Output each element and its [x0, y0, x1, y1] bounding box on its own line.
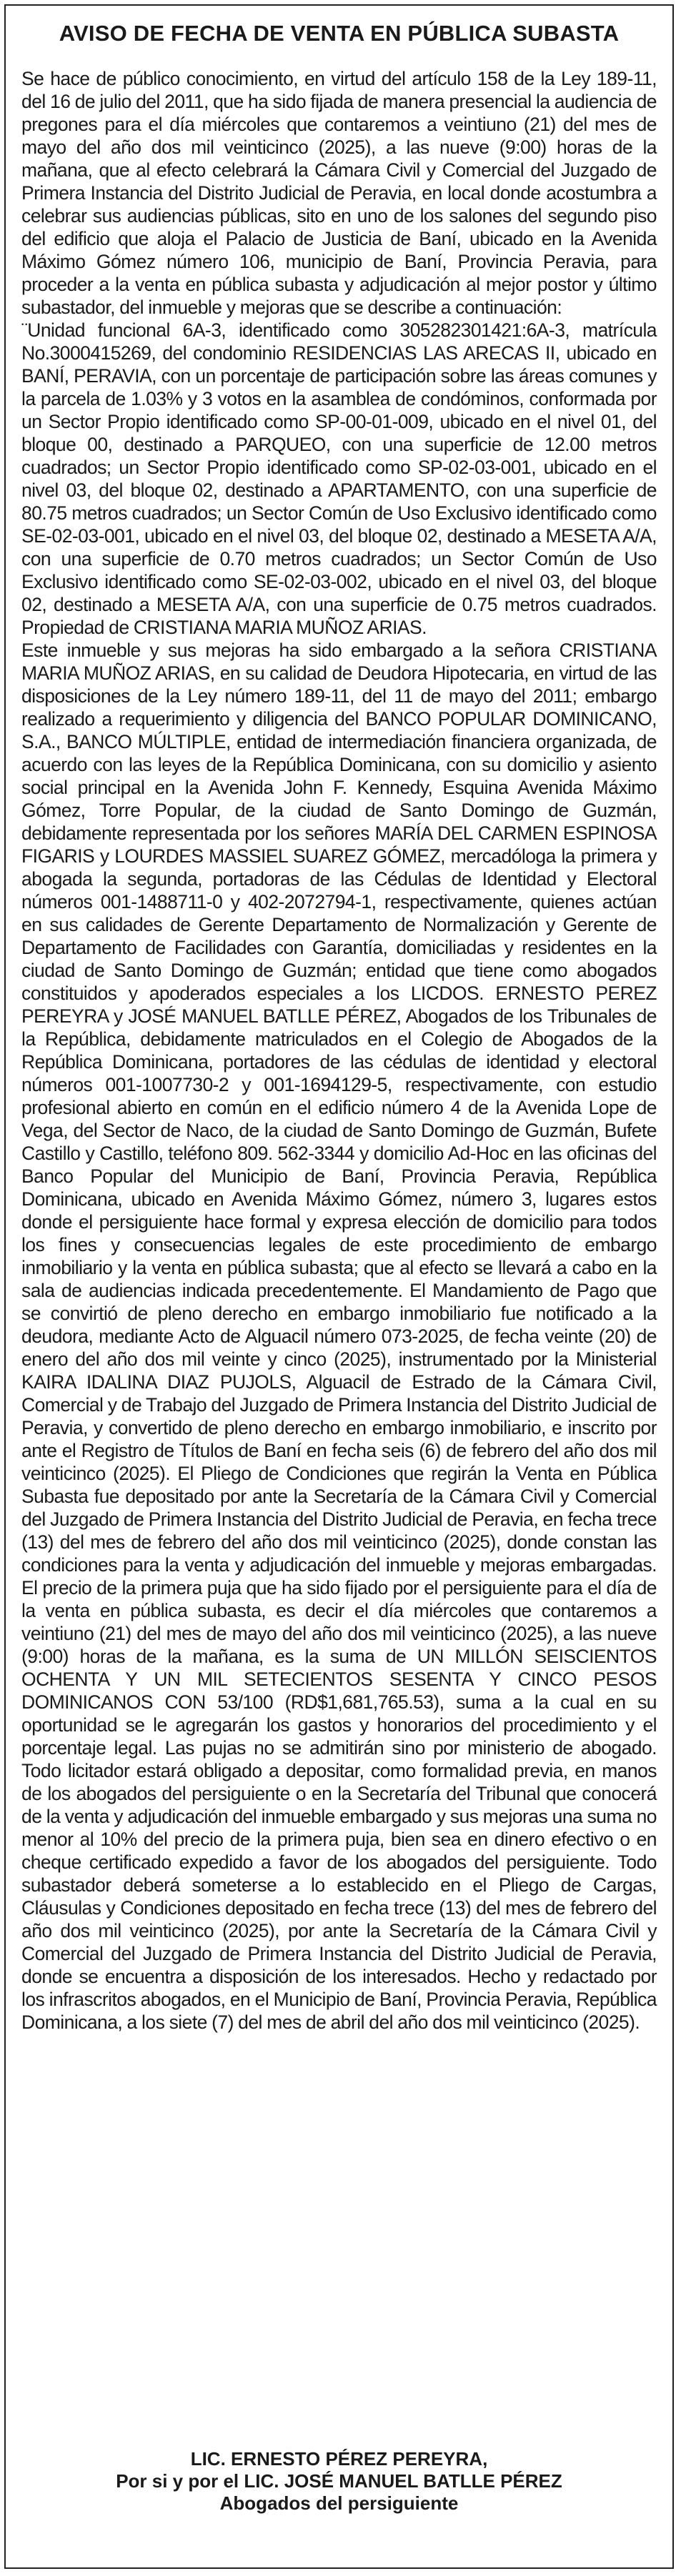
- signature-role: Abogados del persiguiente: [219, 2492, 459, 2514]
- notice-frame: [4, 4, 674, 2569]
- notice-body: [21, 20, 657, 2034]
- signature-cosigner: Por si y por el LIC. JOSÉ MANUEL BATLLE PÉREZ: [116, 2470, 562, 2492]
- intro-paragraph: Se hace de público conocimiento, en virtud del artículo 158 de la Ley 189-11, del 16 de julio del 2011, que ha sido fijada de manera presencial la audiencia de pregones para el día miércoles que contaremos a veintiuno (21) del mes de mayo del año dos mil veinticinco (2025), a las nueve (9:00) horas de la mañana, que al efecto celebrará la Cámara Civil y Comercial del Juzgado de Primera Instancia del Distrito Judicial de Peravia, en local donde acostumbra a celebrar sus audiencias públicas, sito en uno de los salones del segundo piso del edificio que aloja el Palacio de Justicia de Baní, ubicado en la Avenida Máximo Gómez número 106, municipio de Baní, Provincia Peravia, para proceder a la venta en pública subasta y adjudicación al mejor postor y último subastador, del inmueble y mejoras que se describe a continuación:: [21, 68, 657, 318]
- signature-block: [6, 2448, 672, 2515]
- notice-title: AVISO DE FECHA DE VENTA EN PÚBLICA SUBASTA: [59, 21, 620, 46]
- property-description-paragraph: ¨Unidad funcional 6A-3, identificado como 305282301421:6A-3, matrícula No.3000415269, del condominio RESIDENCIAS LAS ARECAS II, ubicado en BANÍ, PERAVIA, con un porcentaje de participación sobre las áreas comunes y la parcela de 1.03% y 3 votos en la asamblea de condóminos, conformada por un Sector Propio identificado como SP-00-01-009, ubicado en el nivel 01, del bloque 00, destinado a PARQUEO, con una superficie de 12.00 metros cuadrados; un Sector Propio identificado como SP-02-03-001, ubicado en el nivel 03, del bloque 02, destinado a APARTAMENTO, con una superficie de 80.75 metros cuadrados; un Sector Común de Uso Exclusivo identificado como SE-02-03-001, ubicado en el nivel 03, del bloque 02, destinado a MESETA A/A, con una superficie de 0.70 metros cuadrados; un Sector Común de Uso Exclusivo identificado como SE-02-03-002, ubicado en el nivel 03, del bloque 02, destinado a MESETA A/A, con una superficie de 0.75 metros cuadrados. Propiedad de CRISTIANA MARIA MUÑOZ ARIAS.: [21, 319, 657, 638]
- signature-name: LIC. ERNESTO PÉREZ PEREYRA,: [190, 2448, 488, 2470]
- seizure-details-paragraph: Este inmueble y sus mejoras ha sido embargado a la señora CRISTIANA MARIA MUÑOZ ARIAS, en su calidad de Deudora Hipotecaria, en virtud de las disposiciones de la Ley número 189-11, del 11 de mayo del 2011; embargo realizado a requerimiento y diligencia del BANCO POPULAR DOMINICANO, S.A., BANCO MÚLTIPLE, entidad de intermediación financiera organizada, de acuerdo con las leyes de la República Dominicana, con su domicilio y asiento social principal en la Avenida John F. Kennedy, Esquina Avenida Máximo Gómez, Torre Popular, de la ciudad de Santo Domingo de Guzmán, debidamente representada por los señores MARÍA DEL CARMEN ESPINOSA FIGARIS y LOURDES MASSIEL SUAREZ GÓMEZ, mercadóloga la primera y abogada la segunda, portadoras de las Cédulas de Identidad y Electoral números 001-1488711-0 y 402-2072794-1, respectivamente, quienes actúan en sus calidades de Gerente Departamento de Normalización y Gerente de Departamento de Facilidades con Garantía, domiciliadas y residentes en la ciudad de Santo Domingo de Guzmán; entidad que tiene como abogados constituidos y apoderados especiales a los LICDOS. ERNESTO PEREZ PEREYRA y JOSÉ MANUEL BATLLE PÉREZ, Abogados de los Tribunales de la República, debidamente matriculados en el Colegio de Abogados de la República Dominicana, portadores de las cédulas de identidad y electoral números 001-1007730-2 y 001-1694129-5, respectivamente, con estudio profesional abierto en común en el edificio número 4 de la Avenida Lope de Vega, del Sector de Naco, de la ciudad de Santo Domingo de Guzmán, Bufete Castillo y Castillo, teléfono 809. 562-3344 y domicilio Ad-Hoc en las oficinas del Banco Popular del Municipio de Baní, Provincia Peravia, República Dominicana, ubicado en Avenida Máximo Gómez, número 3, lugares estos donde el persiguiente hace formal y expresa elección de domicilio para todos los fines y consecuencias legales de este procedimiento de embargo inmobiliario y la venta en pública subasta; que al efecto se llevará a cabo en la sala de audiencias indicada precedentemente. El Mandamiento de Pago que se convirtió de pleno derecho en embargo inmobiliario fue notificado a la deudora, mediante Acto de Alguacil número 073-2025, de fecha veinte (20) de enero del año dos mil veinte y cinco (2025), instrumentado por la Ministerial KAIRA IDALINA DIAZ PUJOLS, Alguacil de Estrado de la Cámara Civil, Comercial y de Trabajo del Juzgado de Primera Instancia del Distrito Judicial de Peravia, y convertido de pleno derecho en embargo inmobiliario, e inscrito por ante el Registro de Títulos de Baní en fecha seis (6) de febrero del año dos mil veinticinco (2025). El Pliego de Condiciones que regirán la Venta en Pública Subasta fue depositado por ante la Secretaría de la Cámara Civil y Comercial del Juzgado de Primera Instancia del Distrito Judicial de Peravia, en fecha trece (13) del mes de febrero del año dos mil veinticinco (2025), donde constan las condiciones para la venta y adjudicación del inmueble y mejoras embargadas. El precio de la primera puja que ha sido fijado por el persiguiente para el día de la venta en pública subasta, es decir el día miércoles que contaremos a veintiuno (21) del mes de mayo del año dos mil veinticinco (2025), a las nueve (9:00) horas de la mañana, es la suma de UN MILLÓN SEISCIENTOS OCHENTA Y UN MIL SETECIENTOS SESENTA Y CINCO PESOS DOMINICANOS CON 53/100 (RD$1,681,765.53), suma a la cual en su oportunidad se le agregarán los gastos y honorarios del procedimiento y el porcentaje legal. Las pujas no se admitirán sino por ministerio de abogado. Todo licitador estará obligado a depositar, como formalidad previa, en manos de los abogados del persiguiente o en la Secretaría del Tribunal que conocerá de la venta y adjudicación del inmueble embargado y sus mejoras una suma no menor al 10% del precio de la primera puja, bien sea en dinero efectivo o en cheque certificado expedido a favor de los abogados del persiguiente. Todo subastador deberá someterse a lo establecido en el Pliego de Cargas, Cláusulas y Condiciones depositado en fecha trece (13) del mes de febrero del año dos mil veinticinco (2025), por ante la Secretaría de la Cámara Civil y Comercial del Juzgado de Primera Instancia del Distrito Judicial de Peravia, donde se encuentra a disposición de los interesados. Hecho y redactado por los infrascritos abogados, en el Municipio de Baní, Provincia Peravia, República Dominicana, a los siete (7) del mes de abril del año dos mil veinticinco (2025).: [21, 640, 657, 2033]
